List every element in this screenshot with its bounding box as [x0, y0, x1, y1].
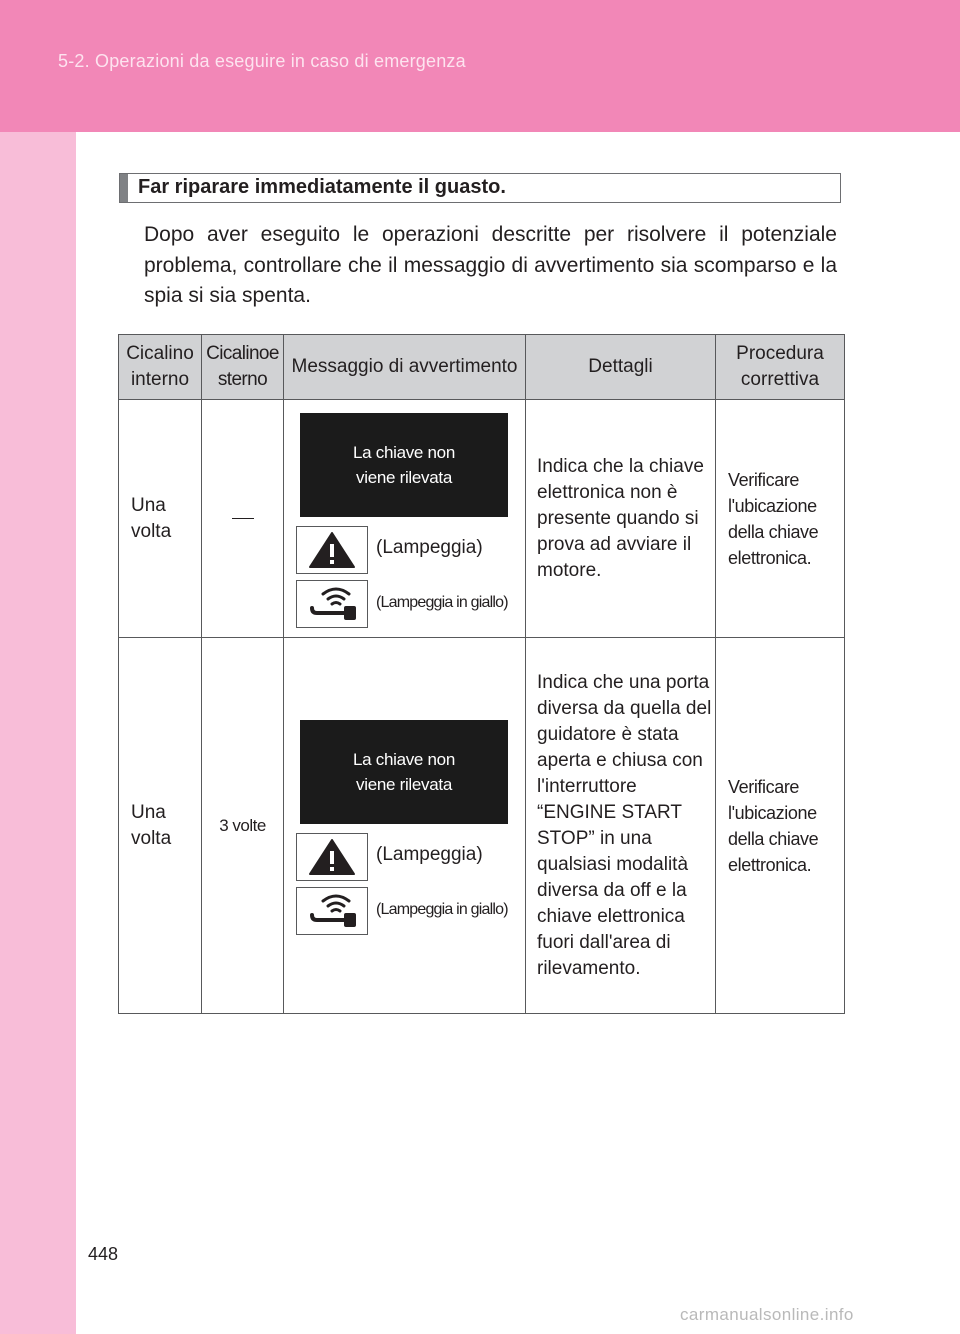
heading-box: [119, 173, 841, 203]
lamp-label: (Lampeggia): [376, 537, 483, 558]
header-external-beep: Cicalinoe sterno: [202, 335, 284, 400]
lamp-label-yellow: (Lampeggia in giallo): [376, 901, 508, 918]
internal-beep-cell: Una volta: [119, 638, 202, 1014]
header-internal-beep: Cicalino interno: [119, 335, 202, 400]
watermark: carmanualsonline.info: [680, 1305, 854, 1324]
details-cell: Indica che una porta diversa da quella del guidatore è stata aperta e chiusa con l'interruttore “ENGINE START STOP” in una qualsiasi modalità diversa da off e la chiave elettronica fuori dall'area di rilevamento.: [526, 638, 716, 1014]
heading-text: Far riparare immediatamente il guasto.: [138, 176, 506, 198]
table-header-row: [119, 335, 845, 400]
page-number: 448: [88, 1244, 119, 1264]
screen-line-2: viene rilevata: [356, 775, 452, 794]
lamp-label-yellow: (Lampeggia in giallo): [376, 594, 508, 611]
dash-icon: [232, 518, 254, 519]
key-lamp-box: [296, 887, 368, 935]
details-cell: Indica che la chiave elettronica non è presente quando si prova ad avviare il motore.: [526, 400, 716, 638]
screen-line-1: La chiave non: [353, 750, 455, 769]
screen-line-2: viene rilevata: [356, 468, 452, 487]
message-screen: [300, 720, 508, 824]
header-procedure: Procedura correttiva: [716, 335, 845, 400]
external-beep-cell: [202, 400, 284, 638]
message-cell: [284, 638, 526, 1014]
screen-line-1: La chiave non: [353, 443, 455, 462]
warning-triangle-icon: [308, 837, 356, 877]
external-beep-cell: 3 volte: [202, 638, 284, 1014]
smart-key-icon: [304, 891, 360, 931]
table-row: [119, 638, 845, 1014]
message-screen: [300, 413, 508, 517]
warning-triangle-icon: [308, 530, 356, 570]
header-details: Dettagli: [526, 335, 716, 400]
section-title: 5-2. Operazioni da eseguire in caso di emergenza: [58, 51, 466, 71]
procedure-cell: Verificare l'ubicazione della chiave elettronica.: [716, 400, 845, 638]
internal-beep-cell: Una volta: [119, 400, 202, 638]
message-cell: [284, 400, 526, 638]
warning-lamp-box: [296, 526, 368, 574]
procedure-cell: Verificare l'ubicazione della chiave elettronica.: [716, 638, 845, 1014]
heading-bar: [120, 174, 128, 202]
side-band: [0, 132, 76, 1334]
intro-paragraph: Dopo aver eseguito le operazioni descritte per risolvere il potenziale problema, controllare che il messaggio di avvertimento sia scomparso e la spia si sia spenta.: [144, 223, 837, 307]
header-message: Messaggio di avvertimento: [284, 335, 526, 400]
warning-lamp-box: [296, 833, 368, 881]
table-row: [119, 400, 845, 638]
warning-table: [118, 334, 845, 1014]
key-lamp-box: [296, 580, 368, 628]
smart-key-icon: [304, 584, 360, 624]
lamp-label: (Lampeggia): [376, 844, 483, 865]
